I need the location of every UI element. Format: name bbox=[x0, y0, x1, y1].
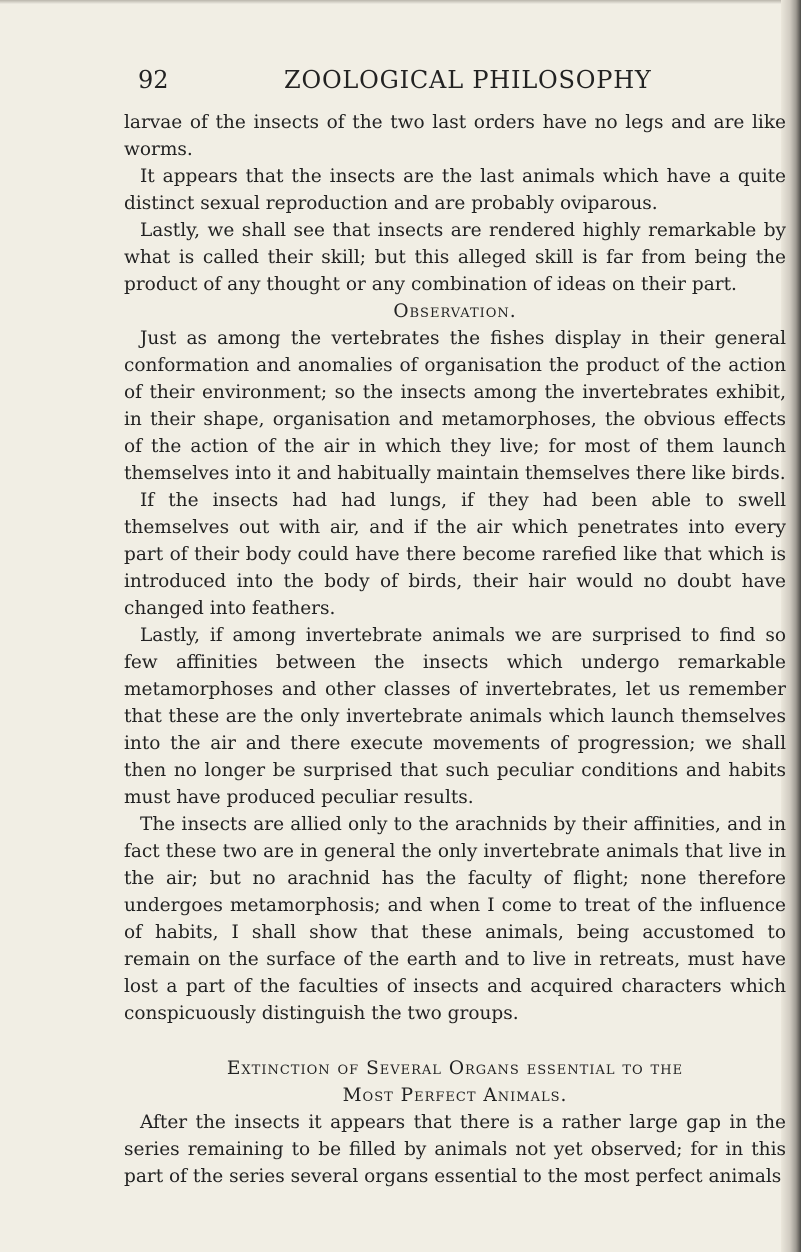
paragraph-5: If the insects had had lungs, if they had been able to swell themselves out with air, and if the air which penetrates into every part of their body could have there become rarefied like that which is introduced into the body of birds, their hair would no doubt have changed into feathers. bbox=[124, 490, 786, 619]
paragraph-8: After the insects it appears that there is a rather large gap in the series remaining to be filled by animals not yet observed; for in this part of the series several organs essential to the most perfect animals bbox=[124, 1112, 786, 1187]
paragraph-4: Just as among the vertebrates the fishes display in their general conformation and anomalies of organisation the product of the action of their environment; so the insects among the invertebrates exhibit, in their shape, organisation and metamorphoses, the obvious effects of the action of the air in which they live; for most of them launch themselves into it and habitually maintain themselves there like birds. bbox=[124, 328, 786, 484]
page-header bbox=[124, 64, 786, 98]
book-page bbox=[124, 64, 786, 1190]
section-heading-extinction bbox=[124, 1055, 786, 1109]
paragraph-3: Lastly, we shall see that insects are rendered highly remarkable by what is called their skill; but this alleged skill is far from being the product of any thought or any combination of ideas on their part. bbox=[124, 220, 786, 295]
top-edge-shadow bbox=[0, 0, 801, 4]
section-heading-observation: Observation. bbox=[393, 301, 517, 322]
page-number: 92 bbox=[138, 66, 169, 94]
paragraph-7: The insects are allied only to the arachnids by their affinities, and in fact these two are in general the only invertebrate animals that live in the air; but no arachnid has the faculty of flight; none therefore undergoes metamorphosis; and when I come to treat of the influence of habits, I shall show that these animals, being accustomed to remain on the surface of the earth and to live in retreats, must have lost a part of the faculties of insects and acquired characters which conspicuously distinguish the two groups. bbox=[124, 814, 786, 1024]
page-body bbox=[124, 109, 786, 1190]
paragraph-1: larvae of the insects of the two last orders have no legs and are like worms. bbox=[124, 112, 786, 160]
paragraph-6: Lastly, if among invertebrate animals we are surprised to find so few affinities between the insects which undergo remarkable metamorphoses and other classes of invertebrates, let us remember that these are the only invertebrate animals which launch themselves into the air and there execute movements of progression; we shall then no longer be surprised that such peculiar conditions and habits must have produced peculiar results. bbox=[124, 625, 786, 808]
running-title: ZOOLOGICAL PHILOSOPHY bbox=[284, 66, 652, 94]
paragraph-2: It appears that the insects are the last animals which have a quite distinct sexual reproduction and are probably oviparous. bbox=[124, 166, 786, 214]
section-heading-line-1: Extinction of Several Organs essential to the bbox=[226, 1058, 684, 1079]
section-heading-line-2: Most Perfect Animals. bbox=[342, 1085, 568, 1106]
